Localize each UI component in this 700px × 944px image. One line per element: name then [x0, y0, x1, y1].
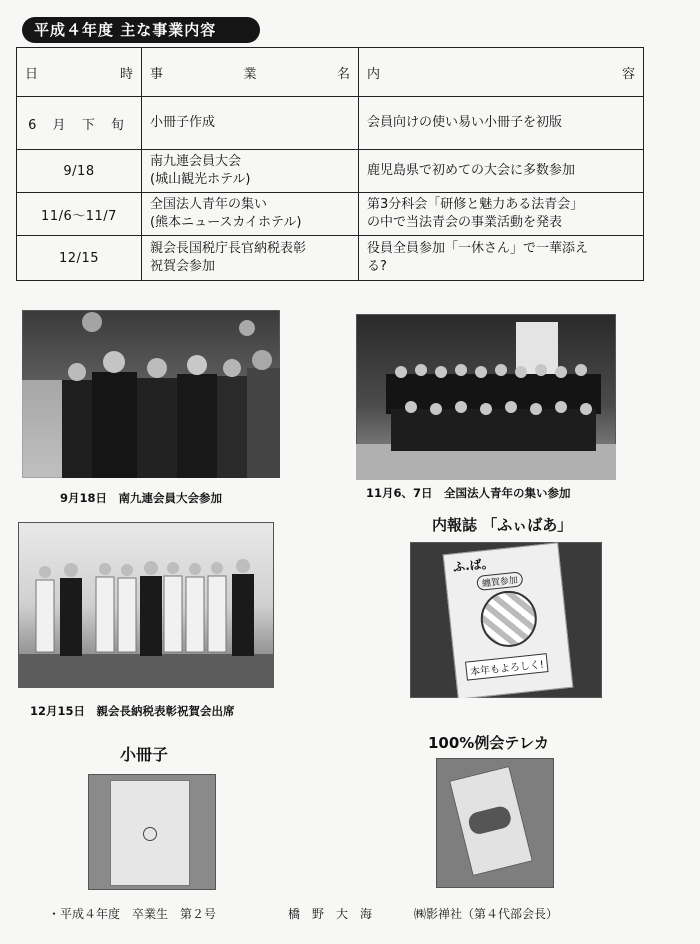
- caption-youth-gathering: 11月6、7日 全国法人青年の集い参加: [366, 486, 571, 500]
- header-event-char: 事: [150, 66, 164, 82]
- header-date-char: 時: [119, 66, 133, 82]
- row-event: [142, 150, 359, 193]
- row-event: [142, 193, 359, 236]
- row-content: [359, 193, 644, 236]
- footer-name: 橋 野 大 海: [288, 907, 373, 921]
- photo-ceremony: [18, 522, 274, 688]
- content-line: 第3分科会「研修と魅力ある法青会」: [367, 197, 584, 212]
- telecard-graphic-icon: [467, 805, 513, 837]
- telecard-item: [449, 766, 533, 876]
- header-event-char: 業: [243, 66, 257, 82]
- photo-telecard: [436, 758, 554, 888]
- event-line: (熊本ニュースカイホテル): [150, 215, 302, 230]
- header-event: [142, 48, 359, 97]
- event-line: 祝賀会参加: [150, 259, 216, 274]
- event-line: 小冊子作成: [150, 115, 216, 130]
- cartoon-face-icon: [478, 588, 540, 650]
- magazine-cover: [443, 542, 574, 698]
- caption-convention: 9月18日 南九連会員大会参加: [60, 491, 223, 505]
- heading-magazine: 内報誌 「ふぃばあ」: [432, 516, 573, 534]
- caption-ceremony: 12月15日 親会長納税表彰祝賀会出席: [30, 704, 235, 718]
- schedule-table: [16, 47, 644, 281]
- event-line: 南九連会員大会: [150, 154, 242, 169]
- magazine-cover-badge: 纏賀参加: [476, 571, 523, 591]
- row-content: [359, 150, 644, 193]
- content-line: る?: [367, 259, 387, 274]
- stage-photo-graphic: [18, 522, 274, 688]
- photo-convention: [22, 310, 280, 478]
- content-line: 会員向けの使い易い小冊子を初版: [367, 115, 563, 130]
- header-content-char: 内: [367, 66, 381, 82]
- row-date: 12/15: [17, 236, 142, 281]
- row-event: [142, 236, 359, 281]
- header-content-char: 容: [621, 66, 635, 82]
- header-date: [17, 48, 142, 97]
- table-row: [17, 97, 644, 150]
- magazine-cover-title: ふ.ば。: [452, 556, 495, 575]
- content-line: 鹿児島県で初めての大会に多数参加: [367, 163, 576, 178]
- footer-graduate: ・平成４年度 卒業生 第２号: [48, 907, 217, 921]
- footer-company: ㈱影禅社（第４代部会長）: [414, 907, 559, 921]
- event-line: 全国法人青年の集い: [150, 197, 268, 212]
- row-content: [359, 236, 644, 281]
- convention-photo-graphic: [22, 310, 280, 478]
- booklet-emblem-icon: [143, 827, 157, 841]
- row-date: 9/18: [17, 150, 142, 193]
- heading-booklet: 小冊子: [120, 745, 169, 764]
- row-date: 11/6〜11/7: [17, 193, 142, 236]
- magazine-cover-greeting: 本年もよろしく!: [465, 653, 549, 680]
- row-content: [359, 97, 644, 150]
- photo-magazine: [410, 542, 602, 698]
- photo-booklet: [88, 774, 216, 890]
- header-content: [359, 48, 644, 97]
- table-row: [17, 236, 644, 281]
- header-event-char: 名: [336, 66, 350, 82]
- event-line: 親会長国税庁長官納税表彰: [150, 241, 307, 256]
- group-photo-graphic: [356, 314, 616, 480]
- table-row: [17, 193, 644, 236]
- row-event: [142, 97, 359, 150]
- header-date-char: 日: [25, 66, 39, 82]
- section-title: 平成４年度 主な事業内容: [22, 17, 260, 43]
- booklet-cover: [110, 780, 190, 886]
- content-line: 役員全員参加「一休さん」で一華添え: [367, 241, 589, 256]
- photo-youth-gathering: [356, 314, 616, 480]
- table-header-row: [17, 48, 644, 97]
- event-line: (城山観光ホテル): [150, 172, 251, 187]
- heading-telecard: 100%例会テレカ: [428, 734, 550, 752]
- row-date: 6 月 下 旬: [17, 97, 142, 150]
- content-line: の中で当法青会の事業活動を発表: [367, 215, 563, 230]
- table-row: [17, 150, 644, 193]
